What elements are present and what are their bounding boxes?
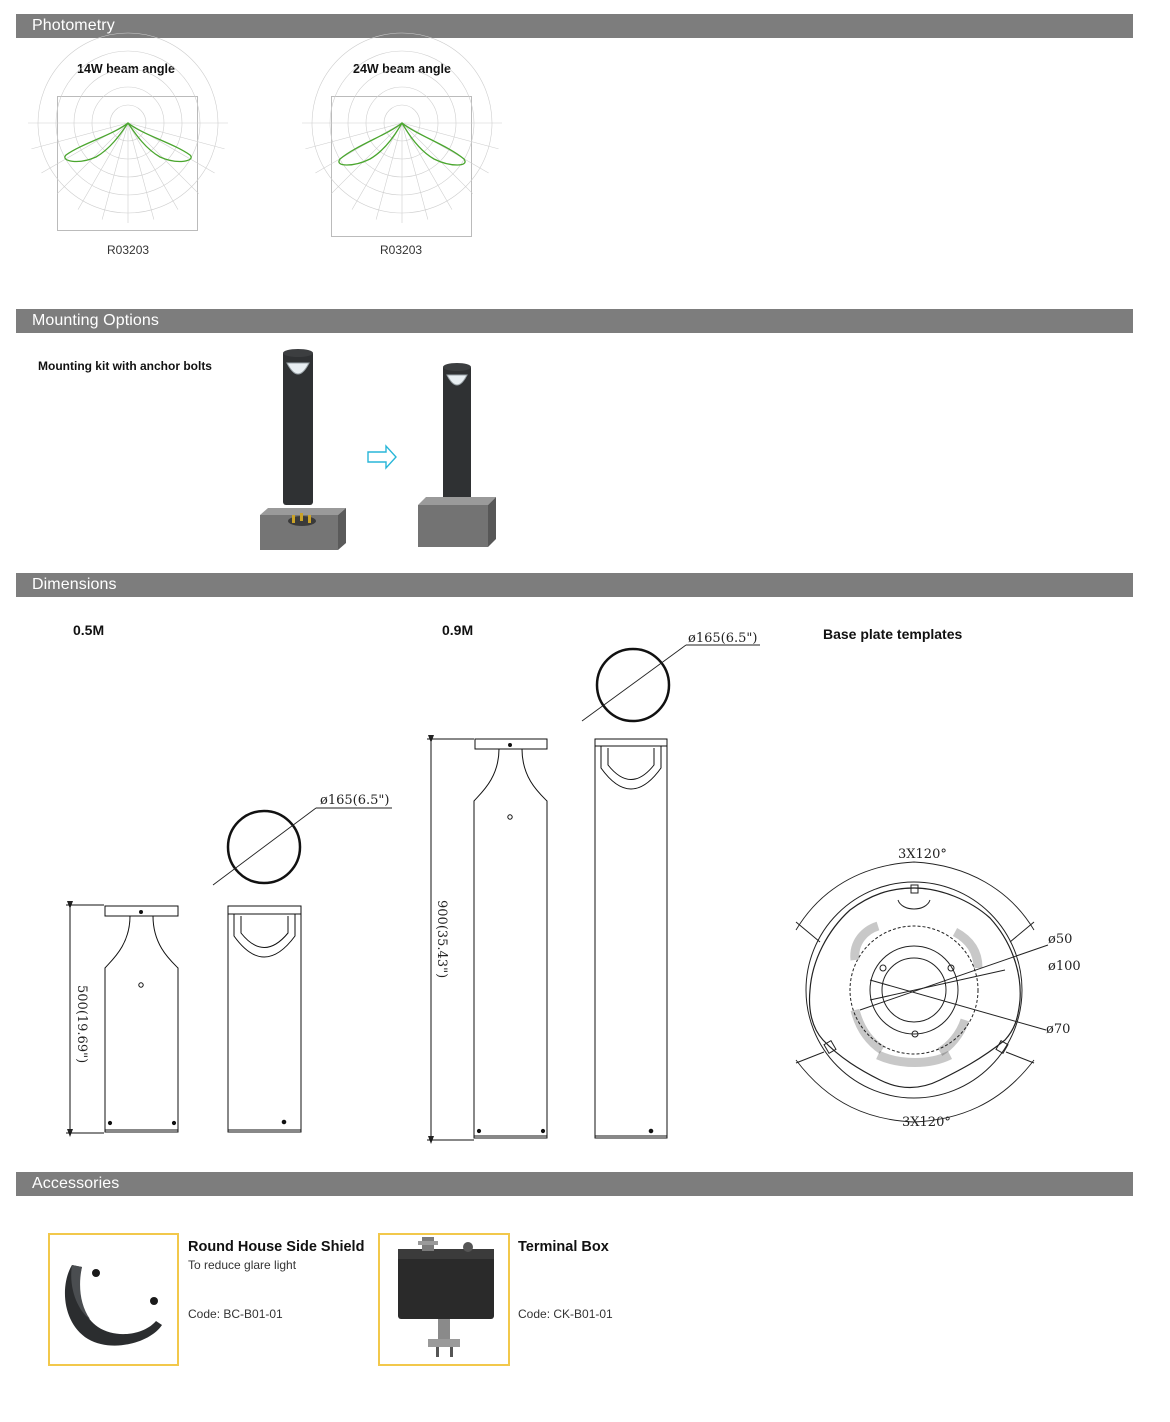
- polar-spoke: [402, 123, 473, 194]
- bollard-after: [443, 363, 471, 515]
- terminal-box-image: [380, 1235, 508, 1364]
- dimension-drawings: [0, 600, 1170, 1160]
- d50-text: ø50: [1048, 932, 1073, 947]
- polar-spoke: [305, 123, 402, 149]
- d100-text: ø100: [1048, 959, 1081, 974]
- section-title: Photometry: [32, 17, 115, 34]
- concrete-base-before: [260, 508, 346, 550]
- polar-spoke: [315, 123, 402, 173]
- section-header-mounting: [16, 309, 1133, 333]
- d70-text: ø70: [1046, 1022, 1071, 1037]
- base-plate-drawing: [796, 862, 1048, 1122]
- accessory-code-shield: Code: BC-B01-01: [188, 1307, 283, 1321]
- polar-spoke: [402, 123, 489, 173]
- polar-svg-14w: [58, 97, 199, 232]
- chart-code-14w: R03203: [107, 243, 150, 257]
- dim-label-small: 0.5M: [73, 622, 105, 638]
- polar-spoke: [402, 123, 499, 149]
- polar-diagram-14w: [57, 96, 198, 231]
- polar-spoke: [128, 123, 225, 149]
- bollard-before: [283, 349, 313, 505]
- mounting-illustration: [250, 345, 510, 555]
- accessory-title-shield: Round House Side Shield: [188, 1239, 365, 1255]
- section-header-dimensions: [16, 573, 1133, 597]
- chart-title-14w: 14W beam angle: [77, 62, 175, 76]
- front-view-small: [228, 906, 301, 1132]
- polar-svg-24w: [332, 97, 473, 238]
- concrete-base-after: [418, 497, 496, 547]
- accessory-desc-shield: To reduce glare light: [188, 1258, 297, 1272]
- polar-spoke: [128, 123, 154, 220]
- dim-label-large: 0.9M: [442, 622, 474, 638]
- accessory-image-terminal-box: [378, 1233, 510, 1366]
- accessory-image-shield: [48, 1233, 179, 1366]
- polar-spoke: [331, 123, 402, 194]
- polar-spoke: [31, 123, 128, 149]
- section-header-accessories: [16, 1172, 1133, 1196]
- polar-spoke: [102, 123, 128, 220]
- polar-diagram-24w: [331, 96, 472, 237]
- diameter-text-small: ø165(6.5"): [320, 793, 390, 808]
- chart-code-24w: R03203: [380, 243, 423, 257]
- height-text-small: 500(19.69"): [74, 985, 89, 1064]
- dim-label-base-plate: Base plate templates: [823, 626, 963, 642]
- diameter-text-large: ø165(6.5"): [688, 631, 758, 646]
- top-view-large: [582, 631, 760, 721]
- chart-title-24w: 24W beam angle: [353, 62, 451, 76]
- mounting-caption: Mounting kit with anchor bolts: [38, 359, 212, 373]
- section-title: Mounting Options: [32, 312, 160, 329]
- front-view-large: [595, 739, 667, 1138]
- section-title: Dimensions: [32, 576, 117, 593]
- section-header-photometry: [16, 14, 1133, 38]
- section-title: Accessories: [32, 1175, 120, 1192]
- arrow-right-icon: [368, 446, 396, 468]
- accessory-title-terminal-box: Terminal Box: [518, 1239, 609, 1255]
- polar-spoke: [376, 123, 402, 220]
- shield-image: [50, 1235, 177, 1364]
- polar-spoke: [402, 123, 428, 220]
- accessory-code-terminal-box: Code: CK-B01-01: [518, 1307, 613, 1321]
- angle-text-bottom: 3X120°: [902, 1115, 951, 1130]
- top-view-small: [213, 793, 392, 885]
- height-text-large: 900(35.43"): [434, 900, 449, 979]
- angle-text-top: 3X120°: [898, 847, 947, 862]
